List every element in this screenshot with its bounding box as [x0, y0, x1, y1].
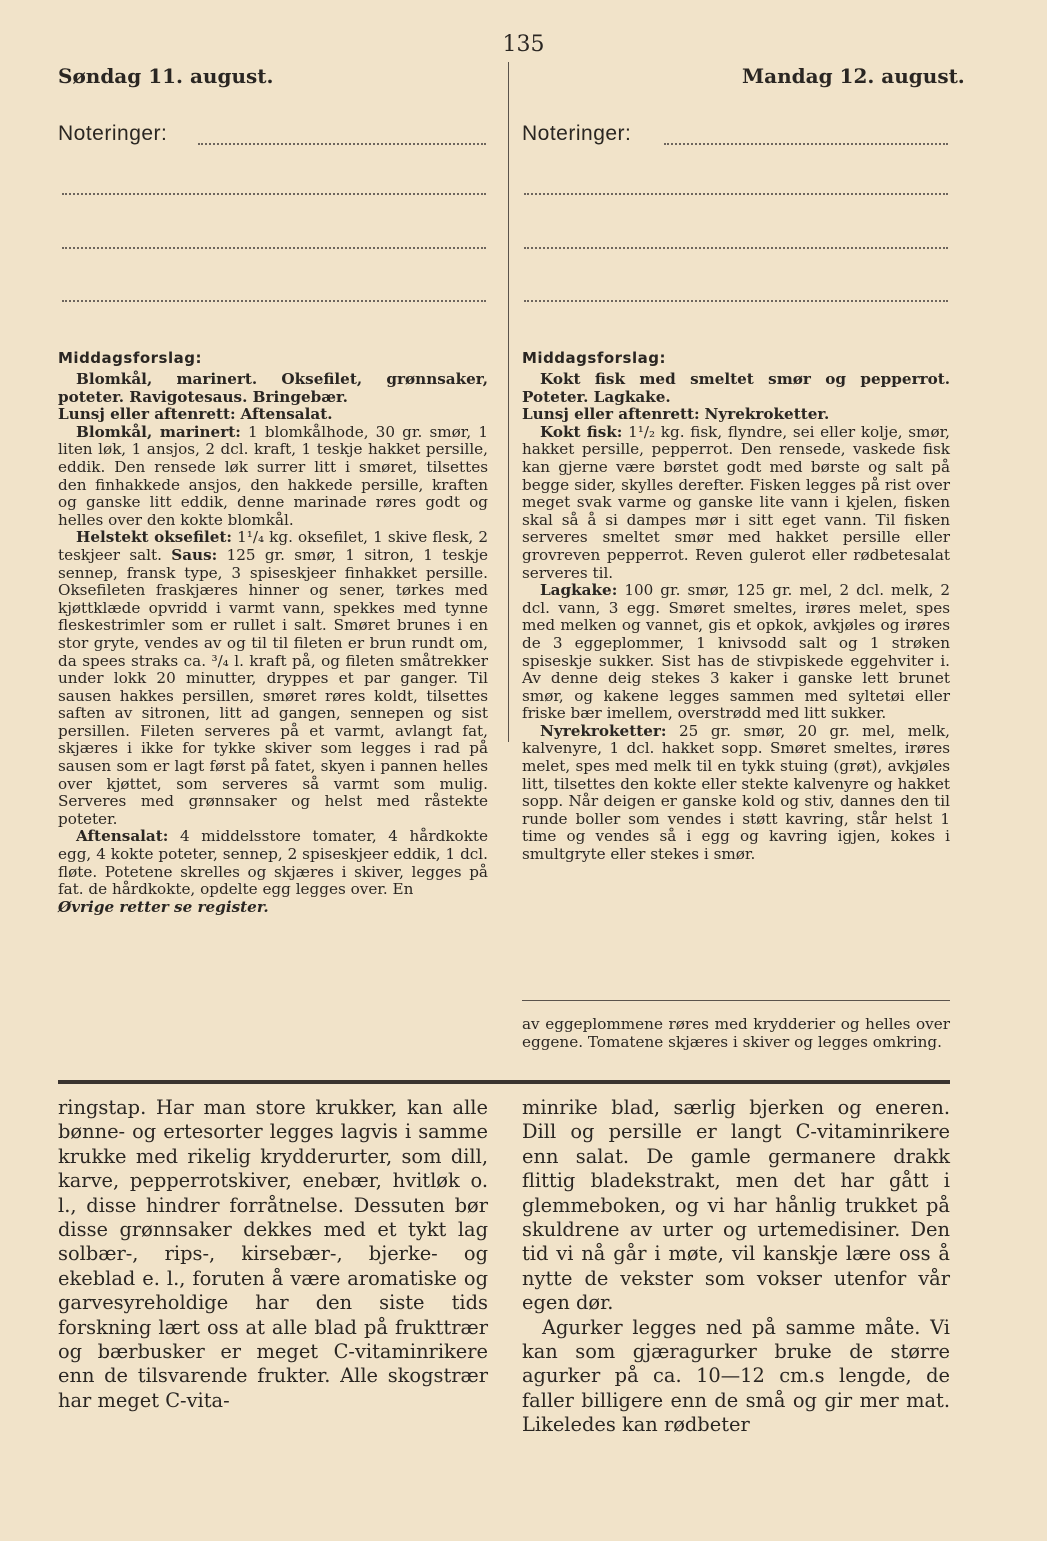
left-notes-line-1[interactable] [198, 142, 486, 145]
right-recipe-3-text: 25 gr. smør, 20 gr. mel, melk, kalvenyre, 1 dcl. hakket sopp. Smøret smeltes, irøres melet, spes med melk til en tykk stuing (grøt), avkjøles litt, tilsettes den kokte eller stekte kalvenyre og hakket sopp. Når deigen er ganske kold og stiv, dannes den til runde boller som vendes i støtt kavring, står helst 1 time og vendes så i egg og kavring igjen, kokes i smultgryte eller stekes i smør. [522, 721, 950, 864]
left-recipe-3-text: 4 middelsstore tomater, 4 hårdkokte egg, 4 kokte poteter, sennep, 2 spiseskjeer eddik, 1 dcl. fløte. Potetene skrelles og skjæres i skiver, legges på fat. de hårdkokte, opdelte egg legges over. En [58, 827, 488, 899]
left-notes-line-3[interactable] [62, 246, 486, 249]
right-recipe-1-title: Kokt fisk: [540, 422, 623, 441]
right-recipe-3-title: Nyrekroketter: [540, 721, 667, 740]
right-lunsj-label: Lunsj eller aftenrett: [522, 405, 700, 424]
left-recipe-2-text-a: 1¹/₄ kg. oksefilet, 1 skive flesk, 2 teskjeer salt. [58, 528, 488, 564]
page-number: 135 [502, 32, 545, 57]
left-recipe-2-text-b: 125 gr. smør, 1 sitron, 1 teskje sennep, fransk type, 3 spiseskjeer finhakket persille. Oksefileten fraskjæres hinner og sener, tørkes med kjøttklæde opvridd i varmt vann, spekkes med tynne fleskestrimler som er rullet i salt. Smøret brunes i en stor gryte, vendes av og til til fileten er brun rundt om, da spees straks ca. ³/₄ l. kraft på, og fileten småtrekker under lokk 20 minutter, dryppes et par ganger. Til sausen hakkes persillen, smøret røres koldt, tilsettes saften av sitronen, litt ad gangen, sennepen og sist persillen. Fileten serveres på et varmt, avlangt fat, skjæres i ikke for tykke skiver som legges i rad på sausen som er lagt først på fatet, skyen i pannen helles over kjøttet, som serveres så varmt som mulig. Serveres med grønnsaker og helst med råstekte poteter. [58, 545, 489, 828]
right-recipe-block [522, 371, 950, 864]
column-divider [508, 62, 509, 742]
right-menu: Kokt fisk med smeltet smør og pepperrot. Poteter. Lagkake. [522, 370, 950, 406]
bottom-right-paragraph-1: minrike blad, særlig bjerken og eneren. Dill og persille er langt C-vitaminrikere enn salat. De gamle germanere drakk flittig bladekstrakt, men det har gått i glemmeboken, og vi har hånlig trukket på skuldrene av urter og urtemedisiner. Den tid vi nå går i møte, vil kanskje lære oss å nytte de vekster som vokser utenfor vår egen dør. [522, 1096, 950, 1315]
bottom-right-text [522, 1096, 950, 1438]
right-middag-label: Middagsforslag: [522, 349, 666, 367]
right-recipe-2-text: 100 gr. smør, 125 gr. mel, 2 dcl. melk, 2 dcl. vann, 3 egg. Smøret smeltes, irøres melet, spes med melken og vannet, gis et opkok, avkjøles og irøres de 3 eggeplommer, 1 knivsodd salt og 1 strøken spiseskje sukker. Sist has de stivpiskede eggehviter i. Av denne deig stekes 3 kaker i ganske lett brunet smør, og kakene legges sammen med syltetøi eller friske bær imellem, overstrødd med litt sukker. [522, 581, 950, 723]
right-recipe-1-text: 1¹/₂ kg. fisk, flyndre, sei eller kolje, smør, hakket persille, pepperrot. Den rensede, vaskede fisk kan gjerne være børstet godt med børste og salt på begge sider, skylles derefter. Fisken legges på rist over meget svak varme og ganske lite vann i kjelen, fisken skal så å si dampes mør i sitt eget vann. Til fisken serveres smeltet smør med hakket persille eller grovreven pepperrot. Reven gulerot eller rødbetesalat serveres til. [522, 422, 951, 582]
left-menu: Blomkål, marinert. Oksefilet, grønnsaker, poteter. Ravigotesaus. Bringebær. [58, 370, 488, 406]
left-recipe-2-saus-label: Saus: [171, 545, 218, 564]
left-notes-line-2[interactable] [62, 192, 486, 195]
right-notes-label: Noteringer: [522, 122, 632, 145]
left-recipe-1-text: 1 blomkålhode, 30 gr. smør, 1 liten løk, 1 ansjos, 2 dcl. kraft, 1 teskje hakket persille, eddik. Den rensede løk surrer litt i smøret, tilsettes den finhakkede ansjos, den hakkede persille, kraften og ganske litt eddik, denne marinade røres godt og helles over den kokte blomkål. [58, 422, 489, 529]
right-recipe-2-title: Lagkake: [540, 581, 618, 600]
right-lunsj: Nyrekroketter. [704, 405, 830, 424]
bottom-left-text [58, 1096, 488, 1413]
right-notes-line-1[interactable] [664, 142, 948, 145]
left-day-heading: Søndag 11. august. [58, 64, 274, 88]
section-divider [58, 1080, 950, 1084]
left-recipe-2-title: Helstekt oksefilet: [76, 528, 233, 547]
right-continuation: av eggeplommene røres med krydderier og helles over eggene. Tomatene skjæres i skiver og legges omkring. [522, 1015, 950, 1051]
right-day-heading: Mandag 12. august. [742, 64, 965, 88]
register-note: Øvrige retter se register. [58, 897, 269, 916]
left-recipe-3-title: Aftensalat: [76, 827, 169, 846]
left-lunsj-label: Lunsj eller aftenrett: [58, 405, 236, 424]
bottom-right-paragraph-2: Agurker legges ned på samme måte. Vi kan som gjæragurker bruke de større agurker på ca. 10—12 cm.s lengde, de faller billigere enn de små og gir mer mat. Likeledes kan rødbeter [522, 1315, 950, 1437]
left-notes-line-4[interactable] [62, 299, 486, 302]
left-recipe-1-title: Blomkål, marinert: [76, 422, 241, 441]
left-recipe-block [58, 371, 488, 916]
right-notes-line-4[interactable] [524, 299, 948, 302]
right-notes-line-2[interactable] [524, 192, 948, 195]
bottom-left-paragraph: ringstap. Har man store krukker, kan alle bønne- og ertesorter legges lagvis i samme krukke med rikelig krydderurter, som dill, karve, pepperrotskiver, enebær, hvitløk o. l., disse hindrer forråtnelse. Dessuten bør disse grønnsaker dekkes med et tykt lag solbær-, rips-, kirsebær-, bjerke- og ekeblad e. l., foruten å være aromatiske og garvesyreholdige har den siste tids forskning lært oss at alle blad på frukttrær og bærbusker er meget C-vitaminrikere enn de tilsvarende frukter. Alle skogstrær har meget C-vita- [58, 1096, 488, 1412]
left-middag-label: Middagsforslag: [58, 349, 202, 367]
right-separator [522, 1000, 950, 1001]
left-notes-label: Noteringer: [58, 122, 168, 145]
left-lunsj: Aftensalat. [240, 405, 333, 424]
right-notes-line-3[interactable] [524, 246, 948, 249]
